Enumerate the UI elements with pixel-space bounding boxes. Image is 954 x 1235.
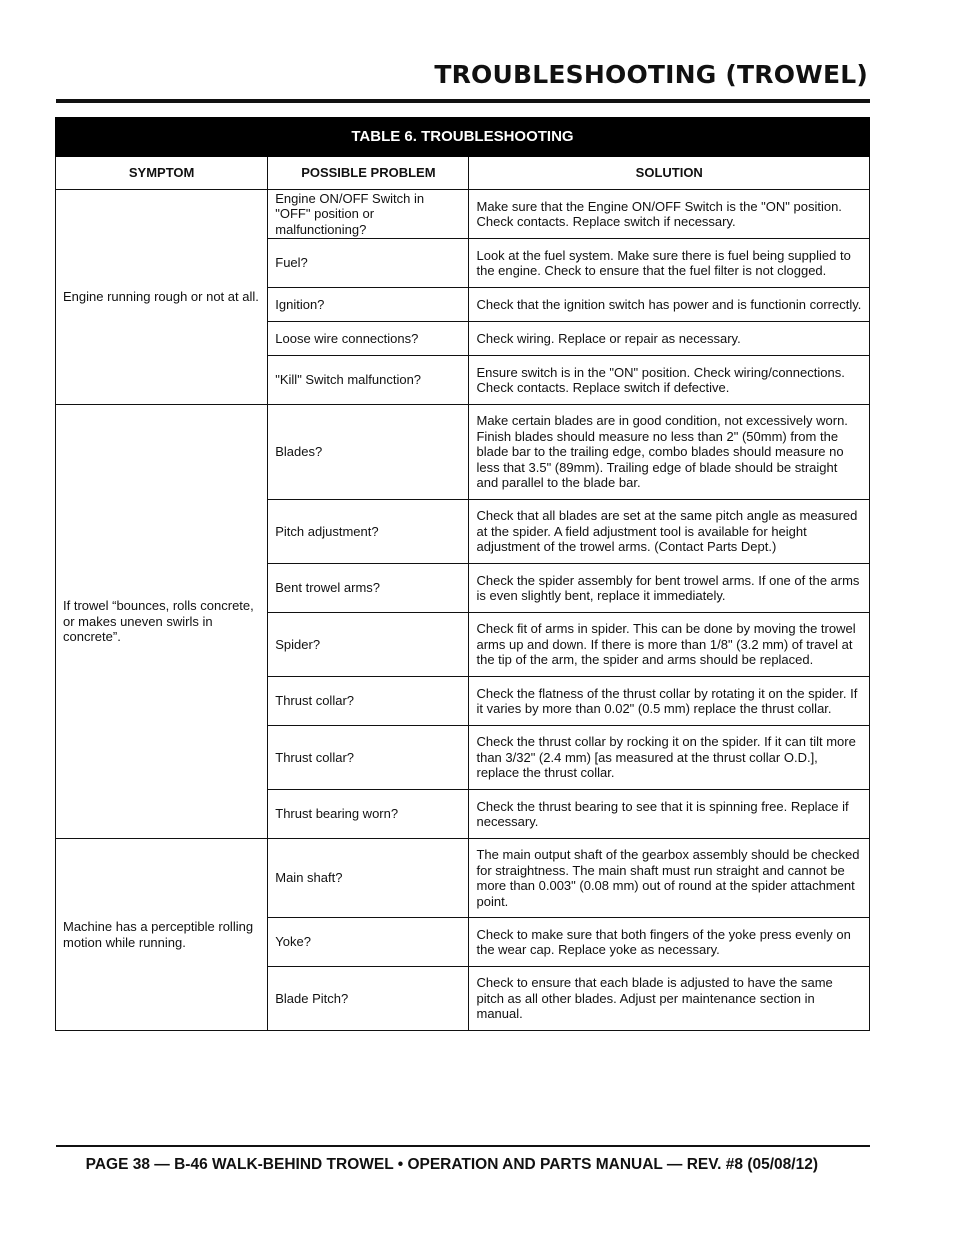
- solution-cell: Look at the fuel system. Make sure there is fuel being supplied to the engine. Check to ensure that the fuel filter is not clogged.: [469, 239, 870, 288]
- solution-cell: Check the thrust bearing to see that it is spinning free. Replace if necessary.: [469, 790, 870, 839]
- problem-cell: Thrust collar?: [268, 677, 469, 726]
- solution-cell: Check fit of arms in spider. This can be done by moving the trowel arms up and down. If there is more than 1/8" (3.2 mm) of travel at the tip of the arm, the spider and arms should be replaced.: [469, 613, 870, 677]
- footer-divider: [56, 1145, 870, 1147]
- problem-cell: Fuel?: [268, 239, 469, 288]
- solution-cell: Check the flatness of the thrust collar by rotating it on the spider. If it varies by more than 0.02" (0.5 mm) replace the thrust collar.: [469, 677, 870, 726]
- problem-cell: Loose wire connections?: [268, 322, 469, 356]
- problem-cell: Engine ON/OFF Switch in "OFF" position or malfunctioning?: [268, 190, 469, 239]
- problem-cell: Bent trowel arms?: [268, 564, 469, 613]
- solution-cell: Check to ensure that each blade is adjusted to have the same pitch as all other blades. Adjust per maintenance section in manual.: [469, 967, 870, 1031]
- problem-cell: Main shaft?: [268, 839, 469, 918]
- symptom-cell: Engine running rough or not at all.: [56, 190, 268, 405]
- title-divider: [56, 99, 870, 103]
- solution-cell: Make certain blades are in good condition, not excessively worn. Finish blades should measure no less than 2" (50mm) from the blade bar to the trailing edge, combo blades should measure no less that 3.5" (89mm). Trailing edge of blade should be straight and parallel to the blade bar.: [469, 405, 870, 500]
- table-caption: TABLE 6. TROUBLESHOOTING: [56, 118, 870, 157]
- solution-cell: Check that all blades are set at the same pitch angle as measured at the spider. A field adjustment tool is available for height adjustment of the trowel arms. (Contact Parts Dept.): [469, 500, 870, 564]
- column-header-symptom: SYMPTOM: [56, 157, 268, 190]
- solution-cell: Make sure that the Engine ON/OFF Switch is the "ON" position. Check contacts. Replace switch if necessary.: [469, 190, 870, 239]
- problem-cell: Thrust collar?: [268, 726, 469, 790]
- column-header-solution: SOLUTION: [469, 157, 870, 190]
- column-header-possible-problem: POSSIBLE PROBLEM: [268, 157, 469, 190]
- solution-cell: The main output shaft of the gearbox assembly should be checked for straightness. The main shaft must run straight and cannot be more than 0.003" (0.08 mm) out of round at the spider attachment point.: [469, 839, 870, 918]
- problem-cell: Yoke?: [268, 918, 469, 967]
- problem-cell: Blades?: [268, 405, 469, 500]
- page-title: TROUBLESHOOTING (TROWEL): [434, 60, 868, 89]
- solution-cell: Check the thrust collar by rocking it on the spider. If it can tilt more than 3/32" (2.4 mm) [as measured at the thrust collar O.D.], replace the thrust collar.: [469, 726, 870, 790]
- table-row: [56, 405, 870, 500]
- solution-cell: Ensure switch is in the "ON" position. Check wiring/connections. Check contacts. Replace switch if defective.: [469, 356, 870, 405]
- solution-cell: Check the spider assembly for bent trowel arms. If one of the arms is even slightly bent, replace it immediately.: [469, 564, 870, 613]
- problem-cell: "Kill" Switch malfunction?: [268, 356, 469, 405]
- problem-cell: Blade Pitch?: [268, 967, 469, 1031]
- problem-cell: Pitch adjustment?: [268, 500, 469, 564]
- problem-cell: Spider?: [268, 613, 469, 677]
- troubleshooting-table: [55, 117, 870, 1031]
- page-footer: PAGE 38 — B-46 WALK-BEHIND TROWEL • OPERATION AND PARTS MANUAL — REV. #8 (05/08/12): [85, 1156, 818, 1173]
- problem-cell: Thrust bearing worn?: [268, 790, 469, 839]
- table-row: [56, 839, 870, 918]
- problem-cell: Ignition?: [268, 288, 469, 322]
- solution-cell: Check to make sure that both fingers of the yoke press evenly on the wear cap. Replace yoke as necessary.: [469, 918, 870, 967]
- solution-cell: Check wiring. Replace or repair as necessary.: [469, 322, 870, 356]
- table-header-row: [56, 157, 870, 190]
- table-row: [56, 190, 870, 239]
- symptom-cell: If trowel “bounces, rolls concrete, or makes uneven swirls in concrete”.: [56, 405, 268, 839]
- solution-cell: Check that the ignition switch has power and is functionin correctly.: [469, 288, 870, 322]
- symptom-cell: Machine has a perceptible rolling motion while running.: [56, 839, 268, 1031]
